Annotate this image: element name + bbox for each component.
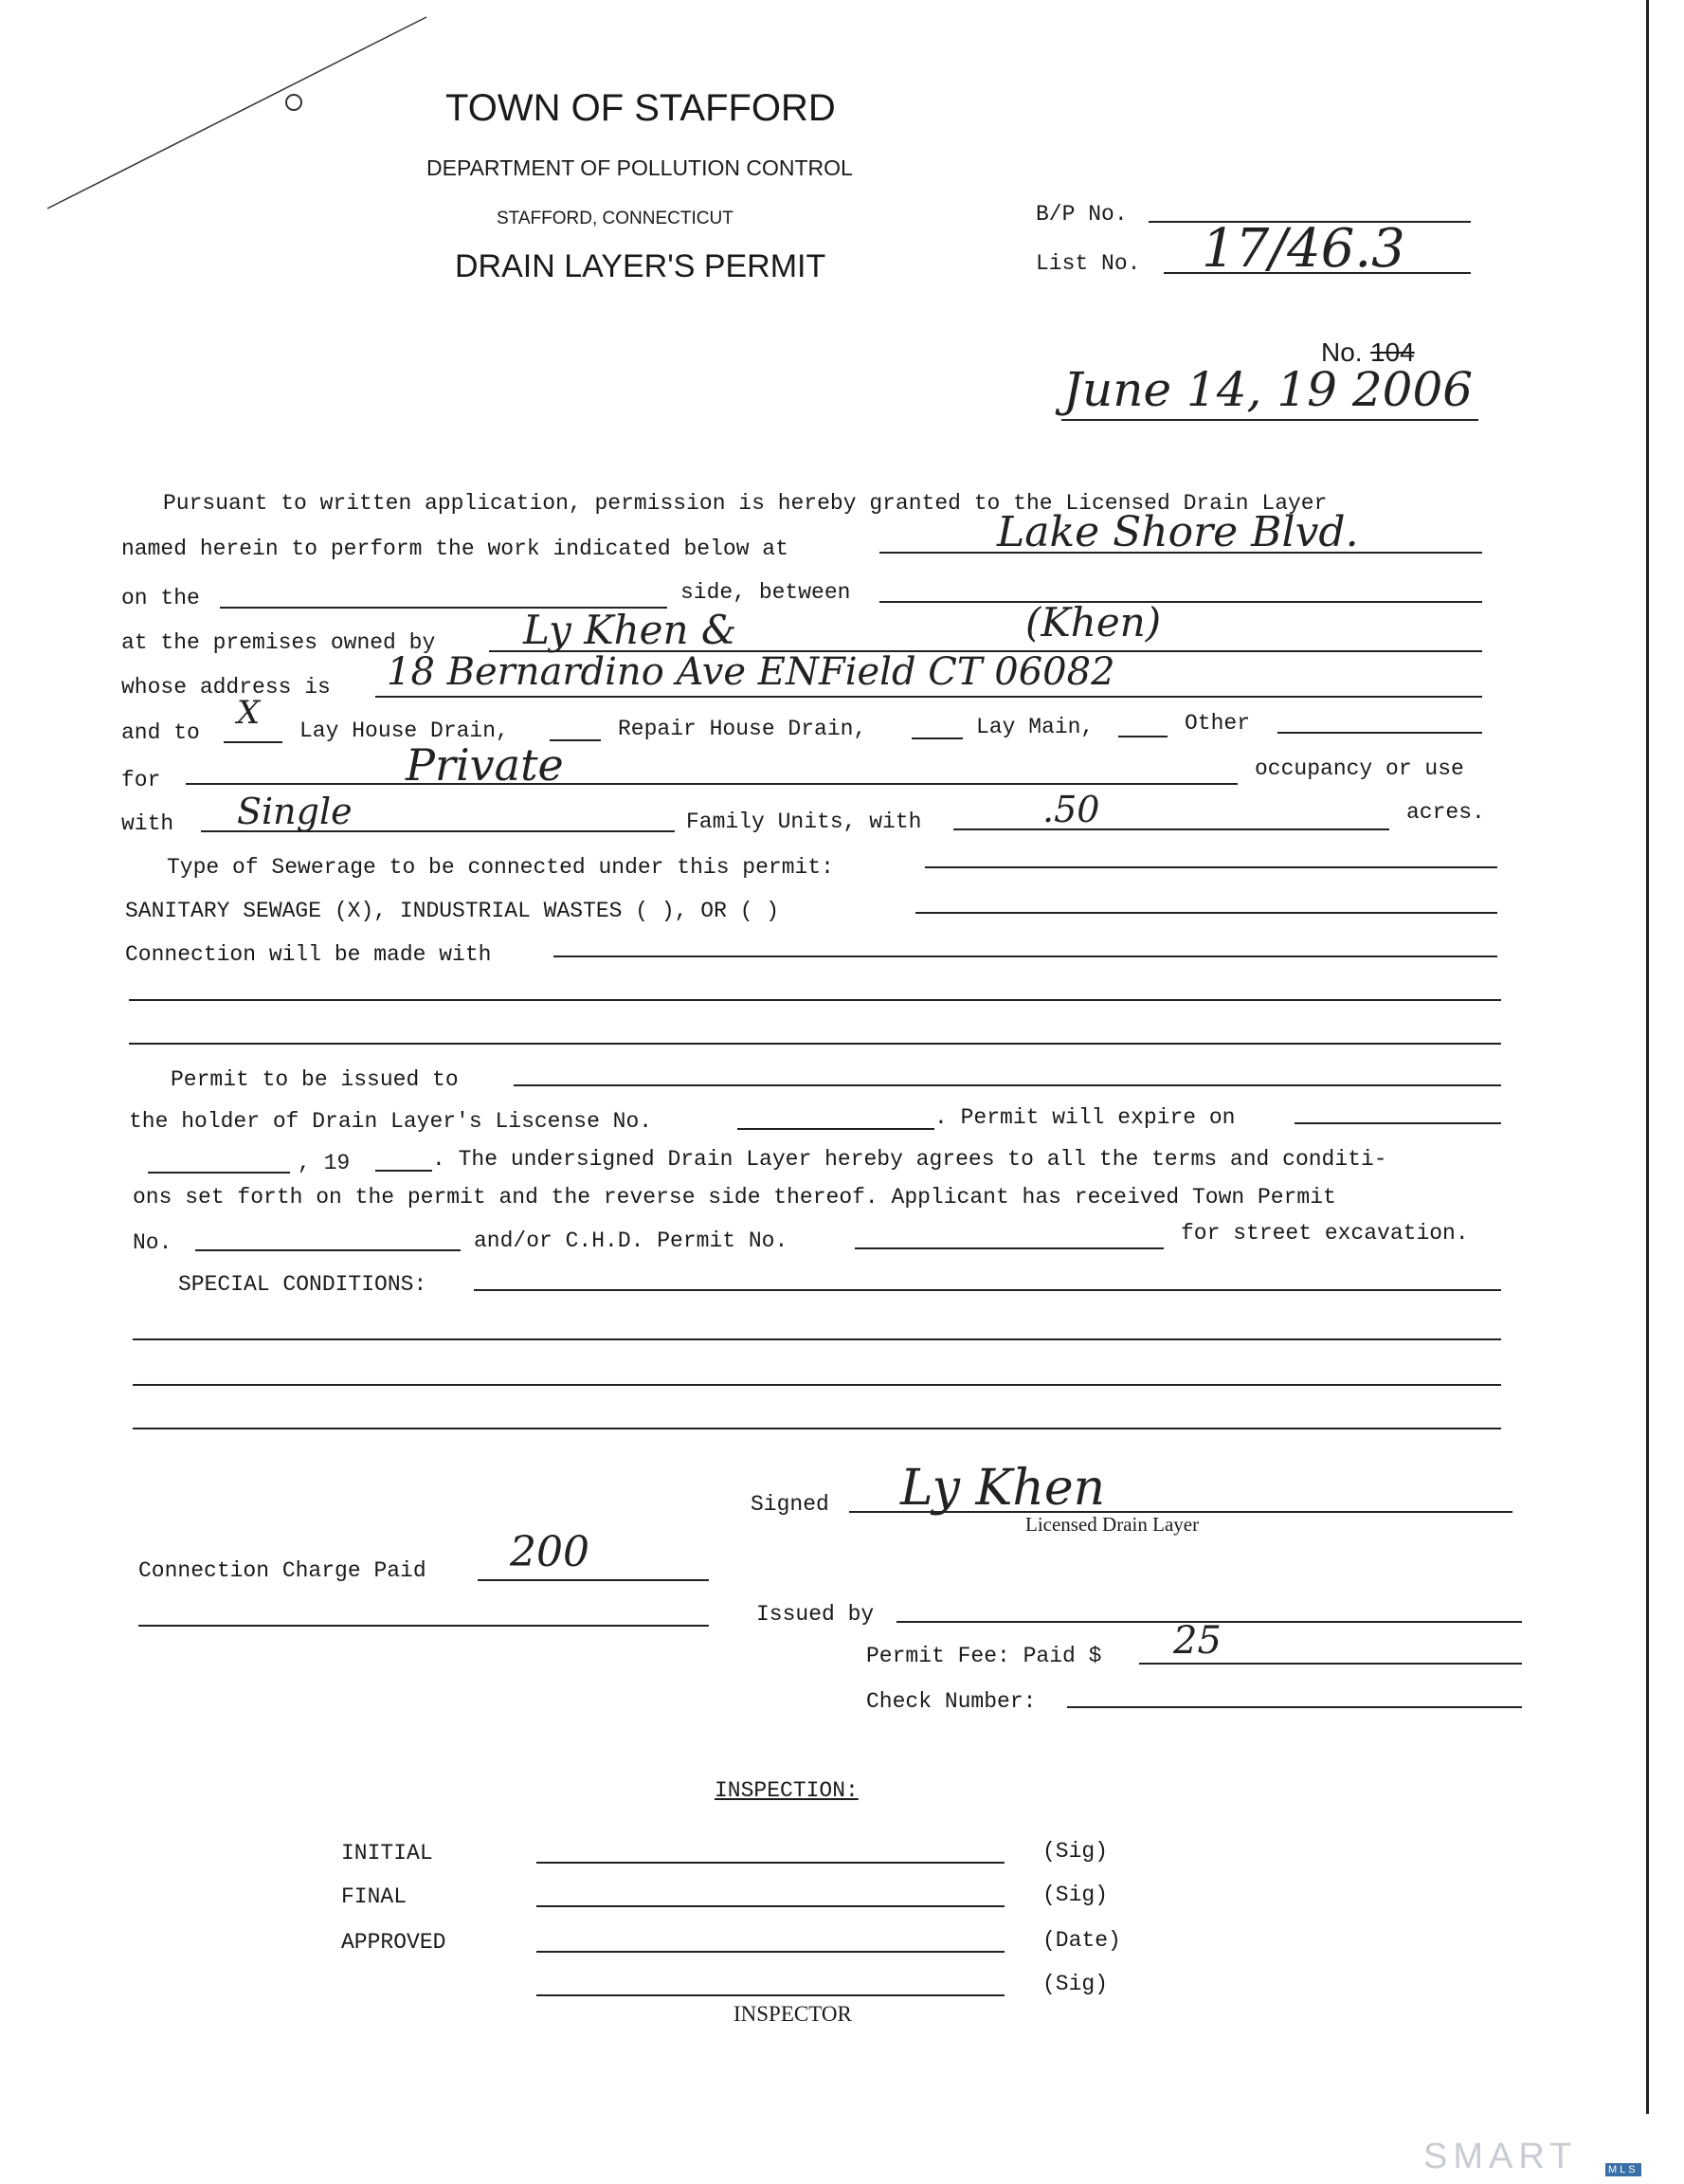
lay-house-drain-label: Lay House Drain, [299, 719, 509, 743]
connection-field [553, 956, 1497, 957]
sewerage-type-field [925, 866, 1497, 868]
occupancy-field [186, 783, 1238, 785]
work-type-label: and to [121, 720, 200, 745]
work-location-label: named herein to perform the work indicated below at [121, 537, 788, 561]
lay-main-field [912, 737, 963, 739]
repair-house-drain-label: Repair House Drain, [618, 717, 867, 741]
special-conditions-field-2 [133, 1338, 1501, 1340]
intro-text: Pursuant to written application, permission is hereby granted to the Licensed Drain Layer [163, 491, 1328, 516]
connection-field-2 [129, 999, 1501, 1001]
final-field [536, 1905, 1005, 1907]
work-location-field [879, 552, 1482, 554]
bp-no-label: B/P No. [1036, 202, 1128, 227]
terms-text-2: ons set forth on the permit and the reverse side thereof. Applicant has received Town Permit [133, 1185, 1336, 1210]
expire-label: . Permit will expire on [934, 1105, 1236, 1130]
acres-value: .50 [1042, 789, 1100, 830]
sewerage-type-label: Type of Sewerage to be connected under this permit: [167, 855, 834, 880]
connection-field-3 [129, 1043, 1501, 1045]
initial-field [536, 1862, 1005, 1864]
permit-fee-value: 25 [1173, 1619, 1222, 1663]
occupancy-label: for [121, 768, 161, 792]
occupancy-value: Private [406, 739, 564, 791]
connection-label: Connection will be made with [125, 942, 492, 967]
special-conditions-field-3 [133, 1384, 1501, 1386]
date-underline [1061, 419, 1478, 421]
between-field [879, 601, 1482, 603]
owner-label: at the premises owned by [121, 630, 436, 655]
number-struck: 104 [1370, 337, 1415, 367]
town-permit-no-label: No. [133, 1230, 172, 1255]
units-label: with [121, 811, 174, 836]
location: STAFFORD, CONNECTICUT [497, 209, 733, 228]
approved-date-label: (Date) [1042, 1928, 1121, 1953]
occupancy-use-label: occupancy or use [1255, 756, 1464, 781]
acres-field [953, 828, 1389, 830]
lay-main-label: Lay Main, [976, 715, 1095, 739]
list-no-value: 17/46.3 [1202, 218, 1405, 280]
approved-field [536, 1951, 1005, 1953]
approved-label: APPROVED [341, 1930, 446, 1955]
acres-label: acres. [1406, 800, 1485, 825]
owner-value-2: (Khen) [1025, 599, 1162, 646]
between-label: side, between [680, 580, 851, 605]
scan-edge-line [1646, 0, 1649, 2114]
special-conditions-field-4 [133, 1428, 1501, 1429]
town-permit-no-field [195, 1249, 461, 1251]
inspector-sig-field [536, 1994, 1005, 1996]
permit-date: June 14, 19 2006 [1063, 362, 1474, 417]
stray-pen-line [38, 9, 455, 218]
signed-label: Signed [751, 1492, 829, 1517]
sewerage-options: SANITARY SEWAGE (X), INDUSTRIAL WASTES ( ), OR ( ) [125, 899, 780, 923]
connection-charge-field [478, 1579, 709, 1581]
side-label: on the [121, 586, 200, 610]
other-label: Other [1185, 711, 1251, 736]
special-conditions-label: SPECIAL CONDITIONS: [178, 1272, 427, 1297]
smart-mls-watermark: SMART [1423, 2137, 1578, 2176]
number-label: No. [1321, 337, 1363, 367]
special-conditions-field [474, 1289, 1501, 1291]
final-sig-label: (Sig) [1042, 1883, 1109, 1907]
lay-house-drain-mark: X [237, 694, 261, 732]
connection-charge-field-2 [138, 1625, 709, 1627]
license-no-field [737, 1128, 934, 1130]
issued-to-field [514, 1084, 1501, 1086]
department-name: DEPARTMENT OF POLLUTION CONTROL [426, 155, 853, 180]
lay-house-drain-field [224, 741, 282, 743]
work-location-value: Lake Shore Blvd. [997, 508, 1359, 556]
town-name: TOWN OF STAFFORD [445, 87, 836, 129]
licensed-drain-layer-label: Licensed Drain Layer [1025, 1513, 1200, 1536]
check-number-label: Check Number: [866, 1689, 1037, 1714]
list-no-label: List No. [1036, 251, 1141, 276]
inspection-heading: INSPECTION: [715, 1778, 859, 1803]
initial-sig-label: (Sig) [1042, 1839, 1109, 1864]
check-number-field [1067, 1706, 1522, 1708]
address-label: whose address is [121, 675, 331, 700]
mls-watermark-badge: MLS [1605, 2163, 1641, 2176]
connection-charge-value: 200 [510, 1528, 589, 1576]
permit-title: DRAIN LAYER'S PERMIT [455, 248, 826, 284]
initial-label: INITIAL [341, 1841, 433, 1866]
year-label: , 19 [298, 1151, 351, 1175]
connection-charge-label: Connection Charge Paid [138, 1558, 426, 1583]
license-no-label: the holder of Drain Layer's Liscense No. [129, 1109, 653, 1134]
inspector-label: INSPECTOR [733, 2002, 852, 2026]
permit-fee-label: Permit Fee: Paid $ [866, 1644, 1102, 1668]
chd-permit-label: and/or C.H.D. Permit No. [474, 1228, 788, 1253]
chd-permit-field [855, 1247, 1164, 1249]
issued-by-label: Issued by [756, 1602, 875, 1627]
street-excavation-label: for street excavation. [1181, 1221, 1469, 1246]
family-units-label: Family Units, with [686, 810, 922, 834]
other-field [1277, 732, 1482, 734]
final-label: FINAL [341, 1884, 407, 1909]
issued-to-label: Permit to be issued to [171, 1067, 459, 1092]
expire-field [1295, 1122, 1501, 1124]
owner-value: Ly Khen & [523, 607, 737, 653]
drain-layer-signature: Ly Khen [900, 1460, 1106, 1517]
other-check-field [1118, 736, 1168, 737]
terms-text: . The undersigned Drain Layer hereby agrees to all the terms and conditi- [432, 1147, 1387, 1172]
sewerage-other-field [915, 912, 1497, 914]
permit-fee-field [1139, 1663, 1522, 1665]
units-value: Single [237, 791, 353, 832]
expire-date-field [148, 1172, 290, 1174]
address-field [375, 696, 1482, 698]
list-no-field [1164, 272, 1471, 274]
inspector-sig-label: (Sig) [1042, 1972, 1109, 1996]
address-value: 18 Bernardino Ave ENField CT 06082 [387, 650, 1115, 694]
units-field [201, 830, 675, 832]
year-field [375, 1170, 432, 1172]
